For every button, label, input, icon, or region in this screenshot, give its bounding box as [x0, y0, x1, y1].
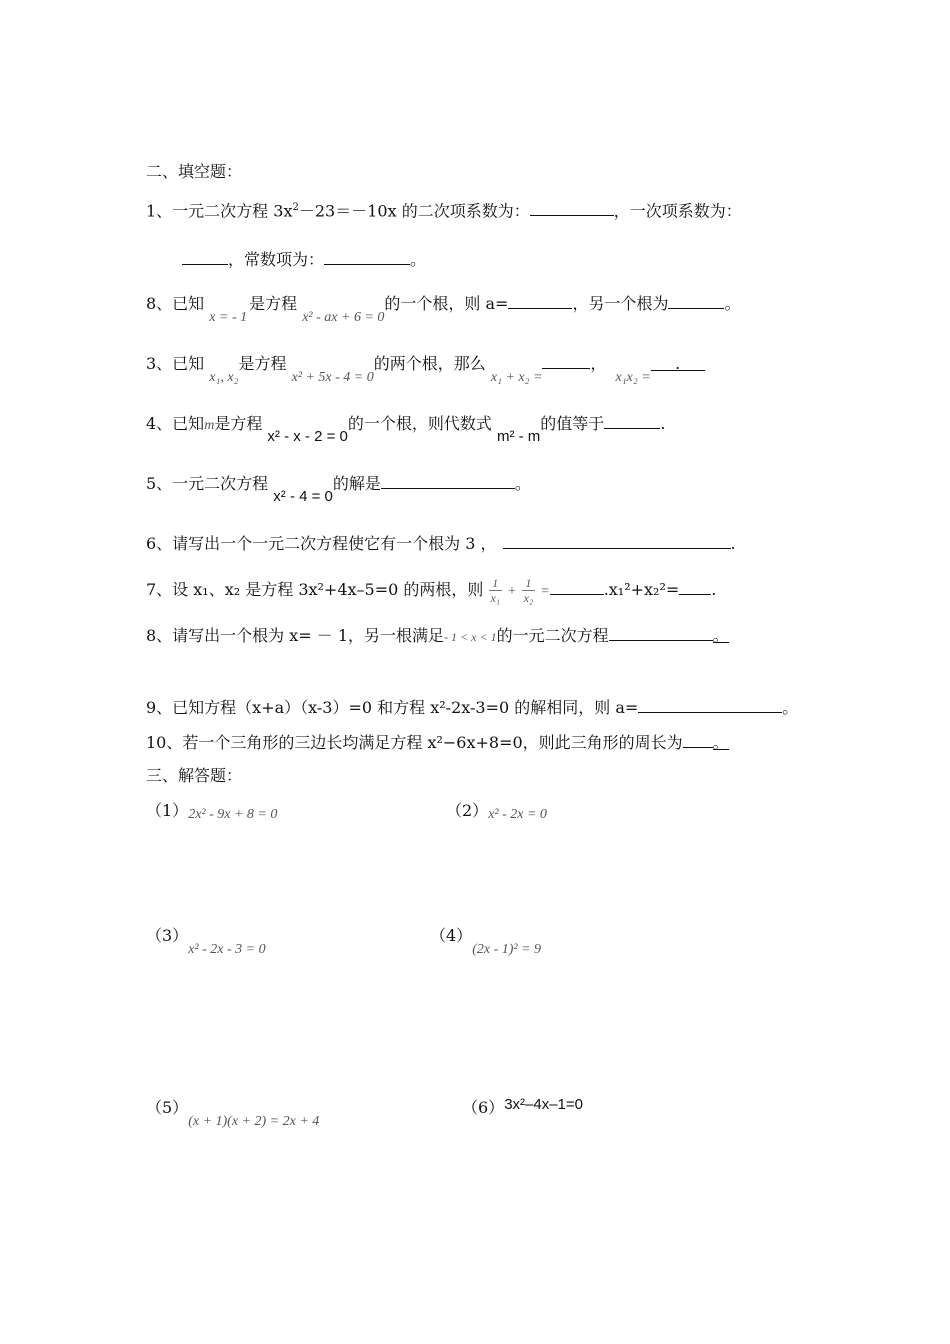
section-title-solve: 三、解答题：: [146, 766, 243, 785]
problem-6: [462, 1098, 583, 1119]
q3-text-c: 的两个根，那么: [373, 354, 486, 373]
problem-5-label: （5）: [146, 1098, 189, 1117]
q3-vars: x₁, x₂: [209, 370, 239, 385]
q7-blank-squares[interactable]: [679, 578, 711, 595]
problem-1-equation: 2x² - 9x + 8 = 0: [188, 807, 278, 822]
problem-2: [446, 801, 547, 823]
q6-text-b: .: [730, 534, 736, 553]
question-8a: [146, 292, 741, 325]
q9-text-b: 。: [782, 698, 799, 717]
q5-eq: x² - 4 = 0: [273, 488, 333, 505]
problem-2-equation: x² - 2x = 0: [488, 807, 547, 822]
q1-text-a: 1、一元二次方程 3x: [146, 201, 293, 221]
problem-1: [146, 801, 277, 823]
q5-text-a: 5、一元二次方程: [146, 474, 269, 493]
q7-text-c: .: [711, 580, 717, 599]
q1-blank-constant[interactable]: [324, 248, 410, 265]
q1-superscript: 2: [292, 202, 299, 213]
q4-eq: x² - x - 2 = 0: [267, 428, 348, 445]
q8a-text-b: 是方程: [249, 294, 298, 313]
q8a-text-d: ，另一个根为: [572, 294, 669, 313]
q7-equals: =: [540, 584, 550, 599]
q9-text-a: 9、已知方程（x+a）（x-3）=0 和方程 x²-2x-3=0 的解相同，则 a=: [146, 698, 639, 717]
q8a-text-c: 的一个根，则 a=: [384, 294, 509, 313]
problem-4-equation: (2x - 1)² = 9: [472, 942, 542, 957]
question-8b: [146, 624, 729, 647]
q5-text-b: 的解是: [332, 474, 381, 493]
q3-sum-expr: x₁ + x₂ =: [490, 370, 543, 385]
q5-text-c: 。: [514, 474, 531, 493]
q3-text-a: 3、已知: [146, 354, 205, 373]
problem-1-label: （1）: [146, 801, 189, 820]
question-3: [146, 352, 705, 385]
q3-blank-product[interactable]: [651, 354, 705, 371]
q7-plus: +: [507, 584, 517, 599]
question-1-line-1: [146, 198, 742, 221]
q8a-text-a: 8、已知: [146, 294, 205, 313]
problem-6-equation: 3x²–4x–1=0: [504, 1096, 583, 1113]
q8b-text-a: 8、请写出一个根为 x= － 1，另一根满足: [146, 626, 445, 645]
q8b-inequality: - 1 < x < 1: [444, 630, 497, 644]
problem-5-equation: (x + 1)(x + 2) = 2x + 4: [188, 1114, 320, 1129]
q1-text-b: －23＝－10x 的二次项系数为：: [298, 201, 530, 221]
question-9: [146, 696, 798, 718]
section-title-fill-in: 二、填空题：: [146, 162, 243, 181]
q8a-eq-root: x = - 1: [209, 310, 248, 325]
q8a-blank-other-root[interactable]: [668, 292, 724, 309]
q4-text-c: 的一个根，则代数式: [347, 414, 492, 433]
problem-6-label: （6）: [462, 1098, 505, 1117]
q7-text-a: 7、设 x₁、x₂ 是方程 3x²+4x–5=0 的两根，则: [146, 580, 484, 599]
q3-dot: .: [675, 354, 681, 373]
problem-5: [146, 1098, 320, 1129]
q4-text-d: 的值等于: [540, 414, 605, 433]
q9-blank[interactable]: [638, 696, 782, 713]
q3-comma: ，: [590, 354, 607, 373]
q7-blank-sum[interactable]: [550, 578, 604, 595]
q6-text-a: 6、请写出一个一元二次方程使它有一个根为 3 ，: [146, 534, 497, 553]
problem-3-equation: x² - 2x - 3 = 0: [188, 942, 266, 957]
q4-text-e: .: [660, 414, 666, 433]
q8b-end: 。: [712, 626, 729, 645]
q10-end: 。: [712, 733, 729, 752]
problem-2-label: （2）: [446, 801, 489, 820]
q1-blank-quadratic-coef[interactable]: [530, 199, 614, 216]
q1-text-e: 。: [410, 250, 427, 269]
q6-blank[interactable]: [503, 532, 731, 549]
q1-blank-linear-coef[interactable]: [182, 248, 228, 265]
q7-fraction-1: $\frac{1}{\text{x₁}}$: [490, 576, 500, 605]
question-4: [146, 412, 666, 445]
q7-fraction-2: $\frac{1}{\text{x₂}}$: [523, 576, 534, 605]
q8a-blank-a[interactable]: [508, 292, 572, 309]
question-5: [146, 472, 531, 505]
q10-blank[interactable]: [683, 731, 713, 748]
question-10: [146, 731, 729, 753]
q4-expr: m² - m: [496, 428, 541, 445]
q3-text-b: 是方程: [238, 354, 287, 373]
q10-text-a: 10、若一个三角形的三边长均满足方程 x²−6x+8=0，则此三角形的周长为: [146, 733, 683, 752]
question-7: [146, 576, 716, 605]
q3-blank-sum[interactable]: [542, 352, 590, 369]
q3-eq: x² + 5x - 4 = 0: [291, 370, 374, 385]
question-6: [146, 532, 736, 554]
q1-text-d: ，常数项为：: [228, 250, 325, 269]
q5-blank[interactable]: [381, 472, 515, 489]
q4-var-m: m: [204, 418, 215, 433]
q4-text-b: 是方程: [214, 414, 263, 433]
q8b-text-b: 的一元二次方程: [496, 626, 609, 645]
q8b-blank[interactable]: [609, 624, 713, 641]
problem-3-label: （3）: [146, 926, 189, 945]
problem-4: [430, 926, 542, 957]
problem-3: [146, 926, 266, 957]
q4-text-a: 4、已知: [146, 414, 205, 433]
problem-4-label: （4）: [430, 926, 473, 945]
question-1-line-2: [182, 248, 426, 270]
q7-text-b: .x₁²+x₂²=: [603, 580, 680, 599]
q4-blank[interactable]: [604, 412, 660, 429]
q8a-text-e: 。: [724, 294, 741, 313]
q1-text-c: ，一次项系数为：: [613, 201, 742, 221]
q3-prod-expr: x₁x₂ =: [615, 370, 651, 385]
q8a-eq-equation: x² - ax + 6 = 0: [302, 310, 385, 325]
